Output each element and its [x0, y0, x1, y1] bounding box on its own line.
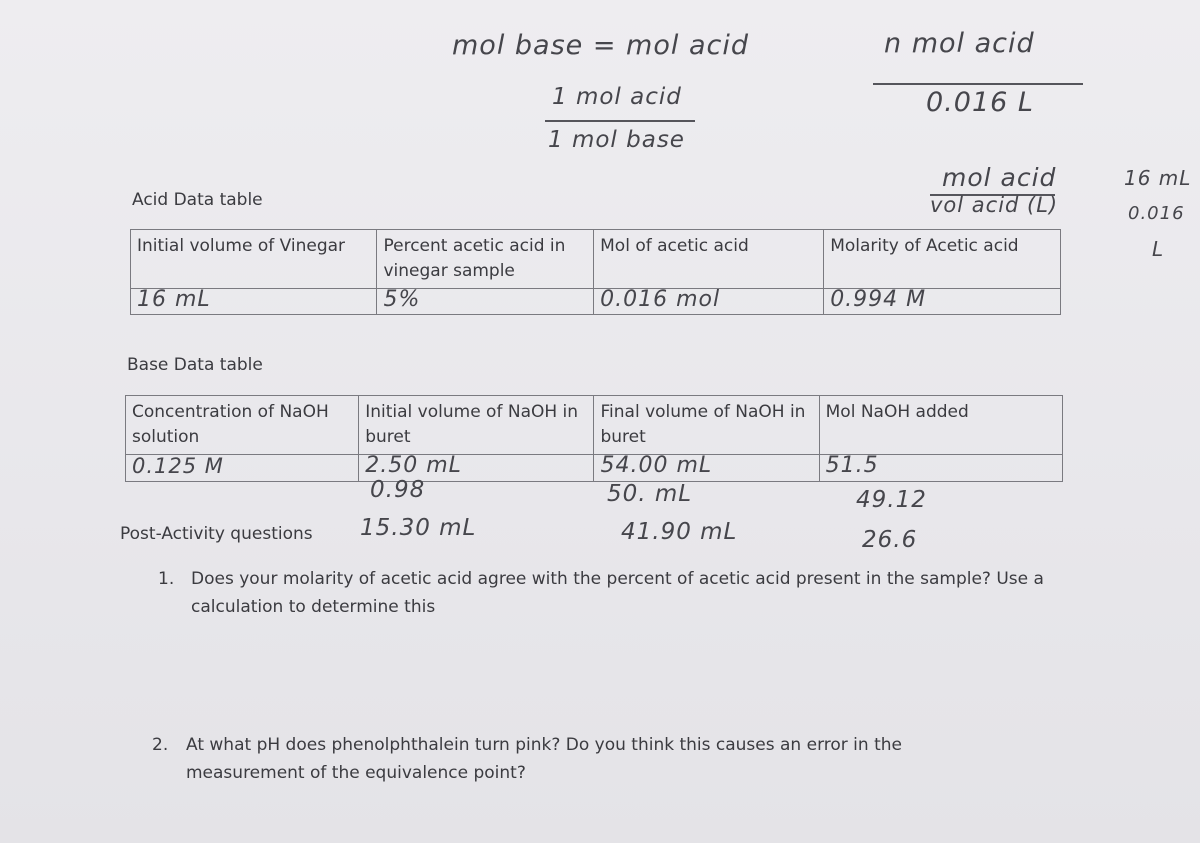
base-value-initial-volume: 2.50 mL	[359, 455, 594, 482]
base-header-initial-volume: Initial volume of NaOH in buret	[359, 396, 594, 455]
base-value-concentration: 0.125 M	[126, 455, 359, 482]
acid-value-molarity: 0.994 M	[824, 289, 1061, 315]
handwritten-formula-top: mol base = mol acid	[452, 30, 749, 61]
base-data-table	[125, 395, 1063, 482]
base-header-concentration: Concentration of NaOH solution	[126, 396, 359, 455]
handwritten-n-mol-acid: n mol acid	[884, 28, 1035, 59]
base-value-row	[126, 455, 1063, 482]
base-table-title: Base Data table	[127, 355, 263, 375]
handwritten-formula-numerator: 1 mol acid	[552, 84, 682, 110]
base-value-mol-naoh: 51.5	[819, 455, 1062, 482]
acid-table-title: Acid Data table	[132, 190, 263, 210]
acid-value-initial-volume: 16 mL	[131, 289, 377, 315]
extra-initial-volume-1: 0.98	[370, 477, 426, 503]
acid-header-initial-volume: Initial volume of Vinegar	[131, 230, 377, 289]
extra-initial-volume-2: 15.30 mL	[360, 515, 477, 541]
base-header-final-volume: Final volume of NaOH in buret	[594, 396, 819, 455]
acid-header-mol: Mol of acetic acid	[594, 230, 824, 289]
acid-header-percent: Percent acetic acid in vinegar sample	[377, 230, 594, 289]
extra-mol-naoh-1: 49.12	[856, 487, 927, 513]
extra-final-volume-2: 41.90 mL	[621, 519, 738, 545]
acid-value-percent: 5%	[377, 289, 594, 315]
handwritten-side-l: L	[1152, 237, 1165, 261]
acid-value-row	[131, 289, 1061, 315]
question-2-number: 2.	[152, 735, 169, 755]
base-value-final-volume: 54.00 mL	[594, 455, 819, 482]
acid-header-molarity: Molarity of Acetic acid	[824, 230, 1061, 289]
acid-data-table	[130, 229, 1061, 315]
acid-header-row	[131, 230, 1061, 289]
question-2-text: At what pH does phenolphthalein turn pink? Do you think this causes an error in the measurement of the equivalence point?	[186, 735, 902, 783]
base-header-mol-naoh: Mol NaOH added	[819, 396, 1062, 455]
handwritten-mol-acid: mol acid	[942, 163, 1057, 192]
base-header-row	[126, 396, 1063, 455]
extra-final-volume-1: 50. mL	[607, 481, 693, 507]
handwritten-fraction-line-right	[873, 83, 1083, 85]
post-activity-title: Post-Activity questions	[120, 524, 313, 544]
handwritten-vol-acid: vol acid (L)	[930, 193, 1059, 217]
handwritten-side-0016: 0.016	[1128, 203, 1185, 224]
acid-value-mol: 0.016 mol	[594, 289, 824, 315]
handwritten-fraction-line	[545, 120, 695, 122]
question-1-number: 1.	[158, 569, 175, 589]
extra-mol-naoh-2: 26.6	[862, 527, 918, 553]
handwritten-formula-denominator: 1 mol base	[548, 127, 685, 153]
handwritten-volume: 0.016 L	[926, 87, 1034, 118]
handwritten-side-16ml: 16 mL	[1124, 166, 1192, 190]
question-1-text: Does your molarity of acetic acid agree with the percent of acetic acid present in the sample? Use a calculation to determine this	[191, 569, 1044, 617]
